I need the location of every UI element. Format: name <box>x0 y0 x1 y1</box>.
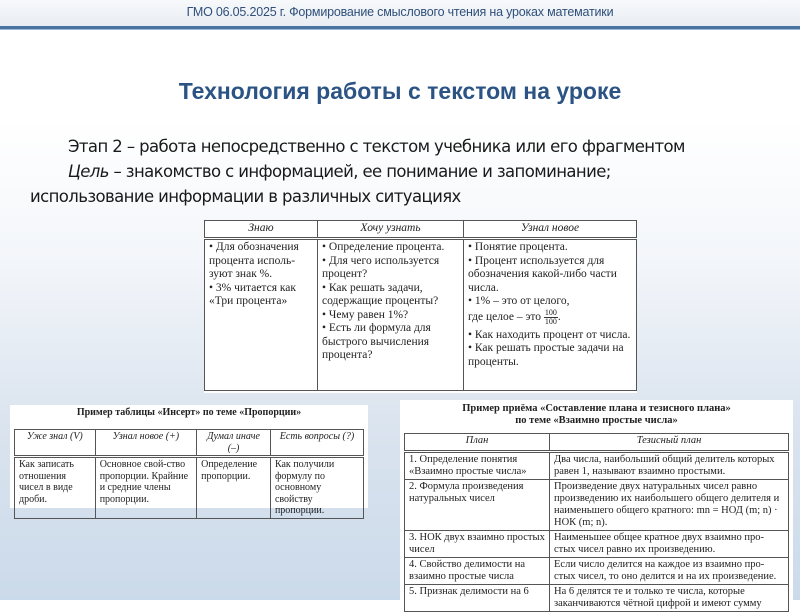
insert-cell: Как получили формулу по основному свойству пропорции. <box>270 457 363 519</box>
insert-header: Есть вопросы (?) <box>270 430 363 457</box>
insert-body-row <box>15 457 364 519</box>
fraction-tail: . <box>557 310 561 323</box>
insert-table-caption: Пример таблицы «Инсерт» по теме «Пропорции» <box>76 407 302 418</box>
kwl-header-want: Хочу узнать <box>318 221 464 239</box>
insert-header: Уже знал (V) <box>15 430 96 457</box>
kwl-item: • Для чего используется процент? <box>322 254 440 280</box>
thesis-cell: Произведение двух натуральных чисел равно произведению их наибольшего общего делителя и наименьшего общего кратного: mn = НОД (m; n) · НОК (m; n). <box>550 480 789 531</box>
kwl-item: • Определение процента. <box>322 241 445 253</box>
insert-header-row <box>15 430 364 457</box>
table-row <box>405 452 789 480</box>
plan-table-image <box>400 400 793 609</box>
plan-header: План <box>405 434 550 452</box>
insert-cell: Как записать отношения чисел в виде дроби. <box>15 457 96 519</box>
kwl-item: • Процент используется для обозначения какой-либо части числа. <box>468 254 617 294</box>
kwl-table <box>204 220 637 391</box>
insert-header: Узнал новое (+) <box>95 430 196 457</box>
insert-table-image <box>10 405 368 516</box>
kwl-item: • Как находить процент от числа. <box>468 328 631 341</box>
goal-text: – знакомство с информацией, ее понимание и запоминание; <box>108 162 611 181</box>
plan-table-caption <box>400 400 793 433</box>
body-text <box>30 134 790 209</box>
plan-cell: 3. НОК двух взаимно простых чисел <box>405 531 550 558</box>
plan-caption-line: Пример приёма «Составление плана и тезисного плана» <box>462 403 731 414</box>
kwl-fraction-line <box>468 309 632 326</box>
fraction-prefix: где целое – это <box>468 310 544 323</box>
goal-line <box>30 159 790 184</box>
kwl-header-learned: Узнал новое <box>464 221 637 239</box>
kwl-header-know: Знаю <box>205 221 318 239</box>
plan-cell: 1. Определение понятия «Взаимно простые числа» <box>405 452 550 480</box>
kwl-cell-know <box>205 239 318 391</box>
goal-label: Цель <box>68 162 109 181</box>
stage-line: Этап 2 – работа непосредственно с текстом учебника или его фрагментом <box>68 137 685 156</box>
fraction-numerator: 100 <box>544 307 557 317</box>
kwl-body-row <box>205 239 637 391</box>
fraction <box>544 309 558 326</box>
plan-table <box>404 433 789 612</box>
header-text: ГМО 06.05.2025 г. Формирование смыслового чтения на уроках математики <box>186 5 614 19</box>
kwl-item: • 3% читается как «Три процента» <box>209 281 296 307</box>
table-row <box>405 558 789 585</box>
thesis-cell: Два числа, наибольший общий делитель которых равен 1, называют взаимно простыми. <box>550 452 789 480</box>
header-rule-highlight <box>0 29 800 30</box>
thesis-cell: Наименьшее общее кратное двух взаимно про-стых чисел равно их произведению. <box>550 531 789 558</box>
table-row <box>405 531 789 558</box>
thesis-header: Тезисный план <box>550 434 789 452</box>
plan-header-row <box>405 434 789 452</box>
table-row <box>405 585 789 612</box>
kwl-item: • Как решать задачи, содержащие проценты? <box>322 281 439 307</box>
kwl-item: • Для обозначения процента исполь-зуют знак %. <box>209 241 299 280</box>
kwl-item: • Чему равен 1%? <box>322 308 409 321</box>
thesis-cell: Если число делится на каждое из взаимно про-стых чисел, то оно делится и на их произведение. <box>550 558 789 585</box>
kwl-item: • Как решать простые задачи на проценты. <box>468 342 624 368</box>
kwl-header-row <box>205 221 637 239</box>
kwl-item: • Есть ли формула для быстрого вычисления процента? <box>322 322 431 361</box>
kwl-item: • Понятие процента. <box>468 241 568 253</box>
insert-cell: Определение пропорции. <box>197 457 271 519</box>
insert-cell: Основное свой-ство пропорции. Крайние и средние члены пропорции. <box>95 457 196 519</box>
kwl-cell-want <box>318 239 464 391</box>
kwl-table-image <box>204 220 637 393</box>
kwl-cell-learned <box>464 239 637 391</box>
fraction-denominator: 100 <box>544 316 557 326</box>
plan-caption-line: по теме «Взаимно простые числа» <box>515 415 678 426</box>
table-row <box>405 480 789 531</box>
plan-cell: 5. Признак делимости на 6 <box>405 585 550 612</box>
plan-cell: 2. Формула произведения натуральных чисел <box>405 480 550 531</box>
insert-header: Думал иначе (–) <box>197 430 271 457</box>
plan-cell: 4. Свойство делимости на взаимно простые числа <box>405 558 550 585</box>
kwl-item: • 1% – это от целого, <box>468 295 570 307</box>
slide-title: Технология работы с текстом на уроке <box>178 78 622 104</box>
insert-table <box>14 429 364 519</box>
thesis-cell: На 6 делятся те и только те числа, которые заканчиваются чётной цифрой и имеют сумму <box>550 585 789 612</box>
goal-continuation: использование информации в различных ситуациях <box>30 187 461 206</box>
